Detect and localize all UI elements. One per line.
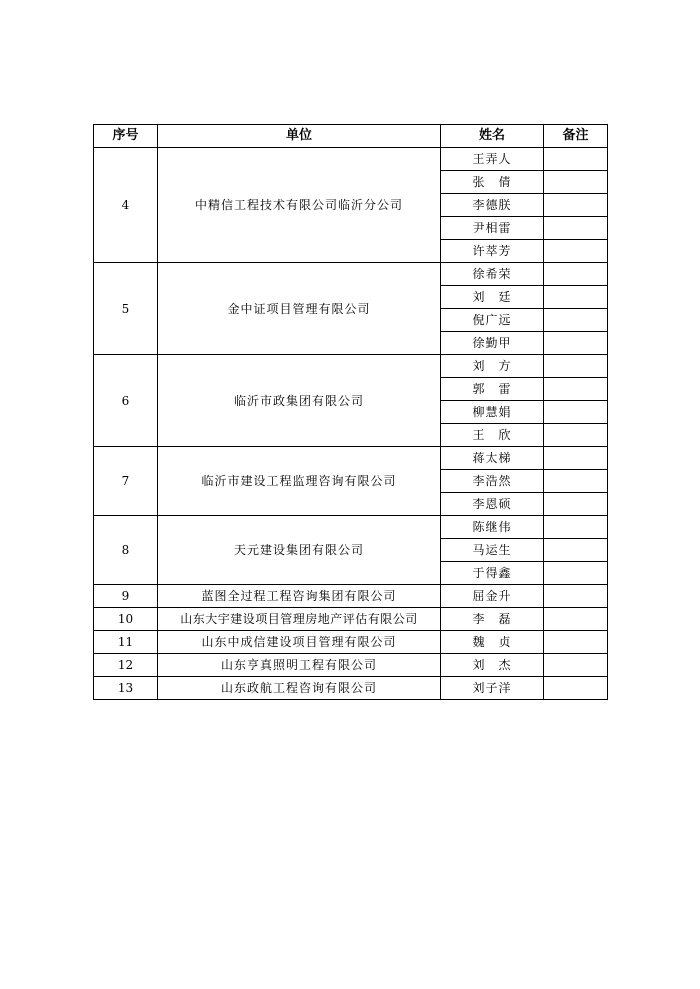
serial-number-cell: 11 bbox=[94, 631, 158, 654]
unit-cell: 金中证项目管理有限公司 bbox=[158, 263, 441, 355]
unit-cell: 蓝图全过程工程咨询集团有限公司 bbox=[158, 585, 441, 608]
name-cell: 刘 杰 bbox=[441, 654, 544, 677]
serial-number-cell: 6 bbox=[94, 355, 158, 447]
table-body bbox=[94, 148, 608, 700]
table-row bbox=[94, 654, 608, 677]
name-cell: 许萃芳 bbox=[441, 240, 544, 263]
name-cell: 尹相雷 bbox=[441, 217, 544, 240]
name-cell: 徐勤甲 bbox=[441, 332, 544, 355]
header-name: 姓名 bbox=[441, 125, 544, 148]
table-row bbox=[94, 585, 608, 608]
remarks-cell bbox=[544, 332, 608, 355]
serial-number-cell: 8 bbox=[94, 516, 158, 585]
unit-cell: 山东中成信建设项目管理有限公司 bbox=[158, 631, 441, 654]
remarks-cell bbox=[544, 608, 608, 631]
name-cell: 刘子洋 bbox=[441, 677, 544, 700]
remarks-cell bbox=[544, 263, 608, 286]
remarks-cell bbox=[544, 240, 608, 263]
name-cell: 郭 雷 bbox=[441, 378, 544, 401]
table-row bbox=[94, 677, 608, 700]
remarks-cell bbox=[544, 194, 608, 217]
name-cell: 魏 贞 bbox=[441, 631, 544, 654]
serial-number-cell: 7 bbox=[94, 447, 158, 516]
name-cell: 于得鑫 bbox=[441, 562, 544, 585]
remarks-cell bbox=[544, 654, 608, 677]
remarks-cell bbox=[544, 447, 608, 470]
remarks-cell bbox=[544, 401, 608, 424]
name-cell: 马运生 bbox=[441, 539, 544, 562]
name-cell: 陈继伟 bbox=[441, 516, 544, 539]
remarks-cell bbox=[544, 516, 608, 539]
name-cell: 李 磊 bbox=[441, 608, 544, 631]
header-serial-number: 序号 bbox=[94, 125, 158, 148]
table-row bbox=[94, 608, 608, 631]
table-row bbox=[94, 355, 608, 378]
name-cell: 王弄人 bbox=[441, 148, 544, 171]
remarks-cell bbox=[544, 309, 608, 332]
remarks-cell bbox=[544, 493, 608, 516]
unit-cell: 临沂市政集团有限公司 bbox=[158, 355, 441, 447]
remarks-cell bbox=[544, 217, 608, 240]
table-row bbox=[94, 516, 608, 539]
remarks-cell bbox=[544, 631, 608, 654]
remarks-cell bbox=[544, 539, 608, 562]
unit-cell: 中精信工程技术有限公司临沂分公司 bbox=[158, 148, 441, 263]
header-remarks: 备注 bbox=[544, 125, 608, 148]
name-cell: 王 欣 bbox=[441, 424, 544, 447]
serial-number-cell: 13 bbox=[94, 677, 158, 700]
table-row bbox=[94, 263, 608, 286]
unit-cell: 山东政航工程咨询有限公司 bbox=[158, 677, 441, 700]
unit-cell: 天元建设集团有限公司 bbox=[158, 516, 441, 585]
name-cell: 柳慧娟 bbox=[441, 401, 544, 424]
table-row bbox=[94, 447, 608, 470]
table-row bbox=[94, 148, 608, 171]
header-unit: 单位 bbox=[158, 125, 441, 148]
name-cell: 刘 廷 bbox=[441, 286, 544, 309]
unit-cell: 临沂市建设工程监理咨询有限公司 bbox=[158, 447, 441, 516]
remarks-cell bbox=[544, 148, 608, 171]
remarks-cell bbox=[544, 562, 608, 585]
remarks-cell bbox=[544, 355, 608, 378]
name-cell: 刘 方 bbox=[441, 355, 544, 378]
remarks-cell bbox=[544, 424, 608, 447]
remarks-cell bbox=[544, 378, 608, 401]
serial-number-cell: 9 bbox=[94, 585, 158, 608]
serial-number-cell: 10 bbox=[94, 608, 158, 631]
remarks-cell bbox=[544, 585, 608, 608]
table-header-row bbox=[94, 125, 608, 148]
name-cell: 李浩然 bbox=[441, 470, 544, 493]
unit-cell: 山东大宇建设项目管理房地产评估有限公司 bbox=[158, 608, 441, 631]
name-cell: 李德朕 bbox=[441, 194, 544, 217]
remarks-cell bbox=[544, 470, 608, 493]
unit-cell: 山东亨真照明工程有限公司 bbox=[158, 654, 441, 677]
personnel-table bbox=[93, 124, 608, 700]
serial-number-cell: 4 bbox=[94, 148, 158, 263]
remarks-cell bbox=[544, 677, 608, 700]
name-cell: 张 倩 bbox=[441, 171, 544, 194]
name-cell: 倪广远 bbox=[441, 309, 544, 332]
name-cell: 蒋太梯 bbox=[441, 447, 544, 470]
name-cell: 徐希荣 bbox=[441, 263, 544, 286]
table-row bbox=[94, 631, 608, 654]
remarks-cell bbox=[544, 171, 608, 194]
name-cell: 李恩硕 bbox=[441, 493, 544, 516]
name-cell: 屈金升 bbox=[441, 585, 544, 608]
remarks-cell bbox=[544, 286, 608, 309]
serial-number-cell: 12 bbox=[94, 654, 158, 677]
serial-number-cell: 5 bbox=[94, 263, 158, 355]
